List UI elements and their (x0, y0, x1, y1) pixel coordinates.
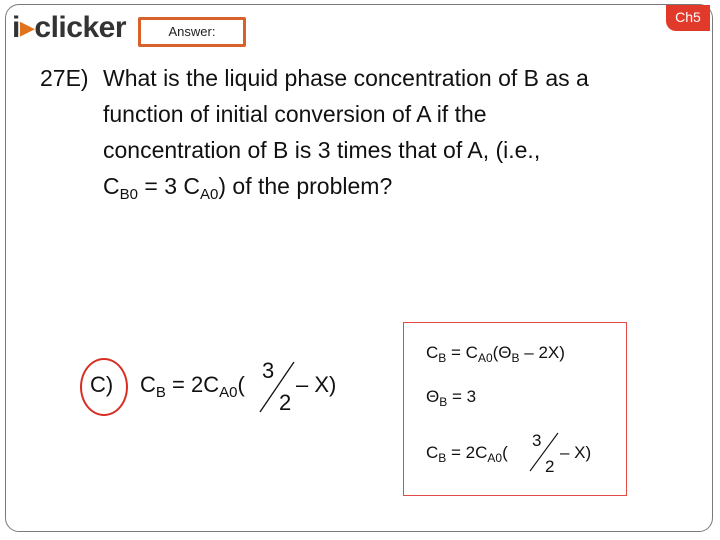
choice-fraction-denominator: 2 (279, 390, 292, 415)
question-line-1: What is the liquid phase concentration of B as a (103, 65, 589, 91)
solution-box (403, 322, 627, 496)
logo-prefix: i (12, 11, 20, 44)
answer-label: Answer: (168, 24, 216, 39)
question-body (103, 60, 693, 204)
question-line-4: $C_{B0} = 3$ $C_{A0}$) of the problem? (103, 173, 393, 203)
solution-line-1: $C_B = C_{A0}(\Theta_B - 2X)$ (426, 343, 565, 365)
logo-accent-icon: ▸ (19, 11, 35, 44)
answer-box (138, 17, 246, 47)
choice-equation-tail: – X) (296, 372, 337, 397)
question-line-3: concentration of B is 3 times that of A, (i.e., (103, 137, 541, 163)
fraction-slash (258, 360, 298, 416)
choice-equation: $C_B = 2C_{A0}$( (140, 372, 245, 401)
choice-letter: C) (90, 372, 114, 397)
choice-fraction-numerator: 3 (262, 358, 275, 383)
solution-line-3-tail: – X) (560, 443, 592, 462)
solution-line-2: $\Theta_B = 3$ (426, 387, 477, 409)
question-line-2: function of initial conversion of A if the (103, 101, 487, 127)
solution-line-3: $C_B = 2C_{A0}$( (426, 443, 508, 465)
chapter-badge: Ch5 (666, 5, 710, 31)
question-number: 27E) (40, 65, 89, 91)
solution-fraction-denominator: 2 (545, 457, 555, 476)
solution-fraction-numerator: 3 (532, 431, 542, 450)
answer-choice-c (80, 358, 380, 418)
logo-suffix: clicker (34, 11, 126, 44)
